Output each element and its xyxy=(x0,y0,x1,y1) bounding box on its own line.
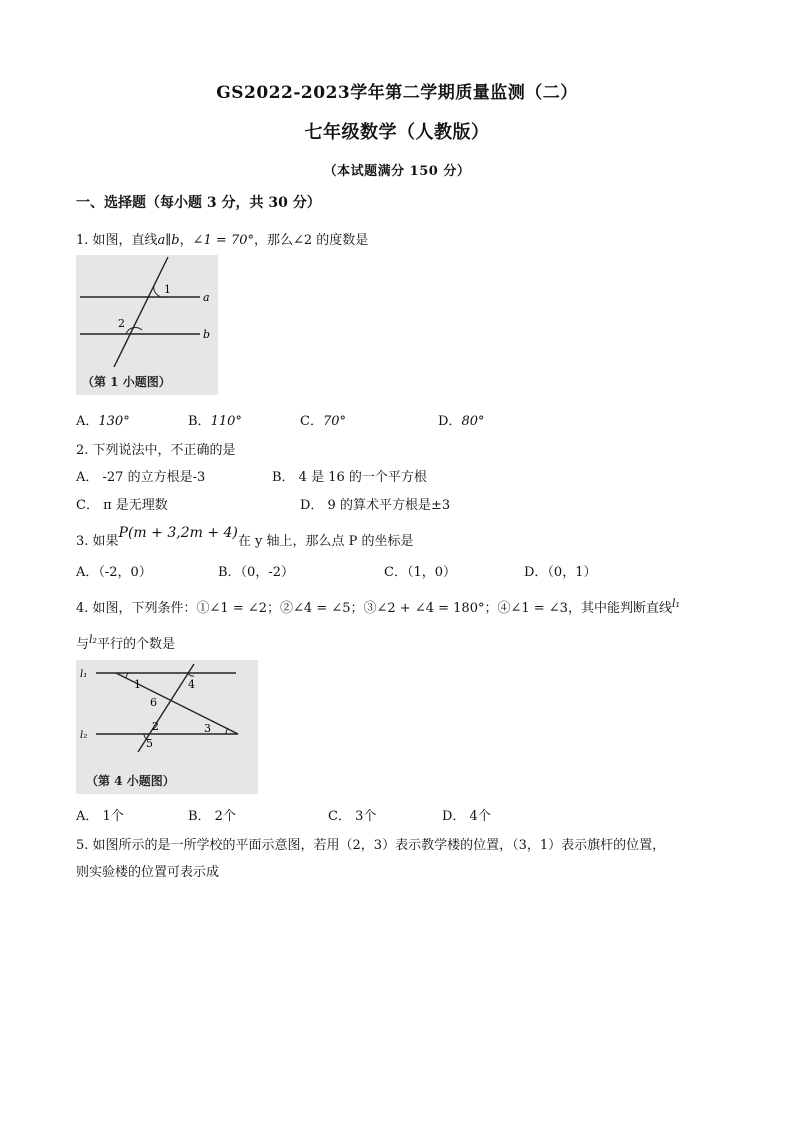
question-2: 2. 下列说法中，不正确的是 xyxy=(76,443,236,458)
label-l2: l₂ xyxy=(80,730,88,741)
q3-option-b: B．（0，-2） xyxy=(218,565,294,580)
q2-option-a: A． -27 的立方根是-3 xyxy=(76,470,206,485)
question-5-line-1: 5. 如图所示的是一所学校的平面示意图，若用（2，3）表示教学楼的位置，（3，1）表示旗杆的位置， xyxy=(76,838,666,853)
angle-2-arc xyxy=(126,327,142,334)
transversal-line xyxy=(114,257,168,367)
q4-conditions: 4. 如图，下列条件：①∠1 = ∠2；②∠4 = ∠5；③∠2 + ∠4 = 180°；④∠1 = ∠3，其中能判断直线 xyxy=(76,601,672,616)
label-l1: l₁ xyxy=(80,669,88,680)
label-6: 6 xyxy=(150,696,157,709)
question-5-line-2: 则实验楼的位置可表示成 xyxy=(76,865,220,880)
q1-suffix: ，那么∠2 的度数是 xyxy=(254,233,369,248)
q4-figure xyxy=(76,660,258,794)
q3-option-d: D．（0，1） xyxy=(524,565,597,580)
q4-option-a: A． 1个 xyxy=(76,809,124,824)
q4-option-c: C． 3个 xyxy=(328,809,377,824)
q4-line2-suffix: 平行的个数是 xyxy=(96,637,175,652)
q3-prefix: 3. 如果 xyxy=(76,534,119,549)
q3-point-expr: P(m + 3,2m + 4) xyxy=(118,525,238,541)
line-b-label: b xyxy=(203,328,211,341)
q4-l1-symbol: l₁ xyxy=(671,597,680,610)
q1-option-d: D．80° xyxy=(438,414,485,429)
line-a-label: a xyxy=(203,291,210,304)
q1-option-a: A．130° xyxy=(76,414,130,429)
q1-figure xyxy=(76,255,218,395)
q3-option-a: A．（-2，0） xyxy=(76,565,152,580)
q1-prefix: 1. 如图，直线 xyxy=(76,233,158,248)
q4-line2-prefix: 与 xyxy=(76,637,90,652)
question-3 xyxy=(76,525,414,549)
angle-1-arc xyxy=(126,673,128,678)
angle-2-label: 2 xyxy=(118,317,125,330)
score-note: （本试题满分 150 分） xyxy=(323,164,471,179)
section-heading: 一、选择题（每小题 3 分，共 30 分） xyxy=(76,195,321,211)
label-2: 2 xyxy=(152,720,159,733)
label-5: 5 xyxy=(146,737,153,750)
q2-option-b: B． 4 是 16 的一个平方根 xyxy=(272,470,427,485)
q2-option-c: C． π 是无理数 xyxy=(76,498,168,513)
label-4: 4 xyxy=(188,678,195,691)
q4-figure-caption: （第 4 小题图） xyxy=(86,774,175,788)
question-4-line-1 xyxy=(76,597,680,616)
q4-l2-symbol: l₂ xyxy=(89,633,97,646)
q1-figure-caption: （第 1 小题图） xyxy=(82,375,171,389)
q4-option-b: B． 2个 xyxy=(188,809,236,824)
q1-mid: ， xyxy=(179,233,193,248)
q4-option-d: D． 4个 xyxy=(442,809,491,824)
q3-option-c: C．（1，0） xyxy=(384,565,456,580)
q1-option-c: C．70° xyxy=(300,414,346,429)
q1-option-b: B．110° xyxy=(188,414,242,429)
question-1 xyxy=(76,229,368,248)
q2-option-d: D． 9 的算术平方根是±3 xyxy=(300,498,451,513)
question-4-line-2 xyxy=(76,633,175,652)
q3-suffix: 在 y 轴上，那么点 P 的坐标是 xyxy=(237,534,414,549)
q1-angle-expr: ∠1 = 70° xyxy=(192,233,255,248)
label-3: 3 xyxy=(204,722,211,735)
angle-1-label: 1 xyxy=(164,283,171,296)
exam-subtitle: 七年级数学（人教版） xyxy=(304,122,490,143)
exam-title: GS2022-2023学年第二学期质量监测（二） xyxy=(216,83,578,103)
label-1: 1 xyxy=(134,678,141,691)
q1-parallel-expr: a∥b xyxy=(157,233,180,248)
